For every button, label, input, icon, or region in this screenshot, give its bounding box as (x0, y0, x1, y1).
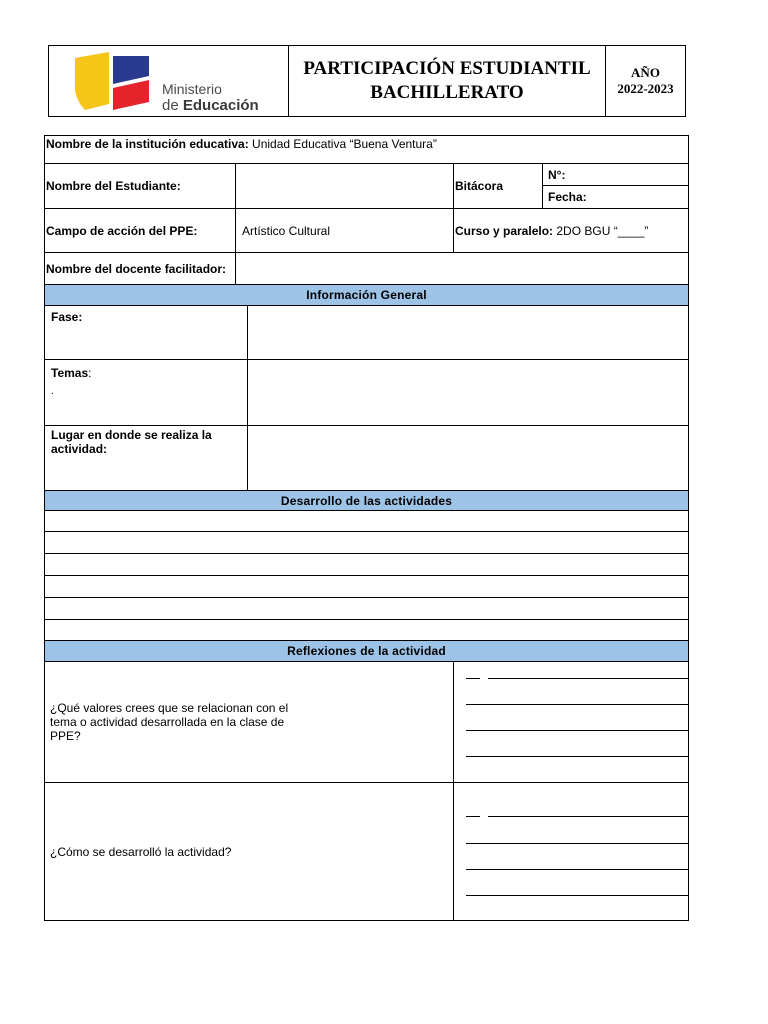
topics-cell (45, 360, 248, 426)
form-table (44, 135, 689, 921)
header-year-cell (605, 45, 686, 117)
reflection-answer-1[interactable] (454, 662, 689, 783)
header-title-cell (288, 45, 606, 117)
phase-value[interactable] (248, 306, 689, 360)
activity-row-6[interactable] (45, 620, 689, 641)
number-label[interactable]: N°: (543, 164, 689, 186)
place-label: Lugar en donde se realiza la actividad: (45, 426, 248, 491)
year-label: AÑO (631, 65, 660, 80)
reflection-question-1-text: ¿Qué valores crees que se relacionan con el tema o actividad desarrollada en la clase de PPE? (50, 701, 289, 743)
course-value[interactable]: 2DO BGU “____” (553, 223, 649, 238)
activity-row-4[interactable] (45, 576, 689, 598)
teacher-label: Nombre del docente facilitador: (45, 253, 236, 285)
logo-line2-bold: Educación (182, 97, 259, 114)
institution-value[interactable]: Unidad Educativa “Buena Ventura” (248, 137, 437, 151)
field-value[interactable]: Artístico Cultural (236, 209, 454, 253)
date-label[interactable]: Fecha: (543, 186, 689, 209)
bitacora-label: Bitácora (454, 164, 543, 209)
topics-value[interactable] (248, 360, 689, 426)
institution-row (45, 136, 689, 164)
logo-line1: Ministerio (162, 81, 222, 97)
general-info-heading: Información General (45, 285, 689, 306)
reflection-answer-2[interactable] (454, 783, 689, 921)
header-logo-cell (48, 45, 289, 117)
activity-row-3[interactable] (45, 554, 689, 576)
ministry-logo-icon (73, 50, 153, 114)
topics-dot: . (51, 386, 54, 397)
logo-line2 (162, 98, 259, 114)
field-label: Campo de acción del PPE: (45, 209, 236, 253)
activity-row-2[interactable] (45, 532, 689, 554)
teacher-value[interactable] (236, 253, 689, 285)
activities-heading: Desarrollo de las actividades (45, 491, 689, 511)
year-value: 2022-2023 (617, 81, 674, 96)
student-label: Nombre del Estudiante: (45, 164, 236, 209)
course-label: Curso y paralelo: (455, 223, 554, 238)
reflection-question-2 (45, 783, 454, 921)
topics-suffix: : (88, 366, 92, 380)
place-value[interactable] (248, 426, 689, 491)
reflection-question-1 (45, 662, 454, 783)
page-title-line2: BACHILLERATO (370, 82, 524, 103)
course-cell (454, 209, 689, 253)
phase-label: Fase: (45, 306, 248, 360)
activity-row-1[interactable] (45, 511, 689, 532)
logo-line2-prefix: de (162, 97, 183, 114)
page-title-line1: PARTICIPACIÓN ESTUDIANTIL (303, 58, 591, 79)
student-value[interactable] (236, 164, 454, 209)
reflections-heading: Reflexiones de la actividad (45, 641, 689, 662)
institution-label: Nombre de la institución educativa: (46, 137, 249, 151)
topics-label: Temas (51, 366, 89, 380)
reflection-question-2-text: ¿Cómo se desarrolló la actividad? (50, 844, 232, 859)
activity-row-5[interactable] (45, 598, 689, 620)
